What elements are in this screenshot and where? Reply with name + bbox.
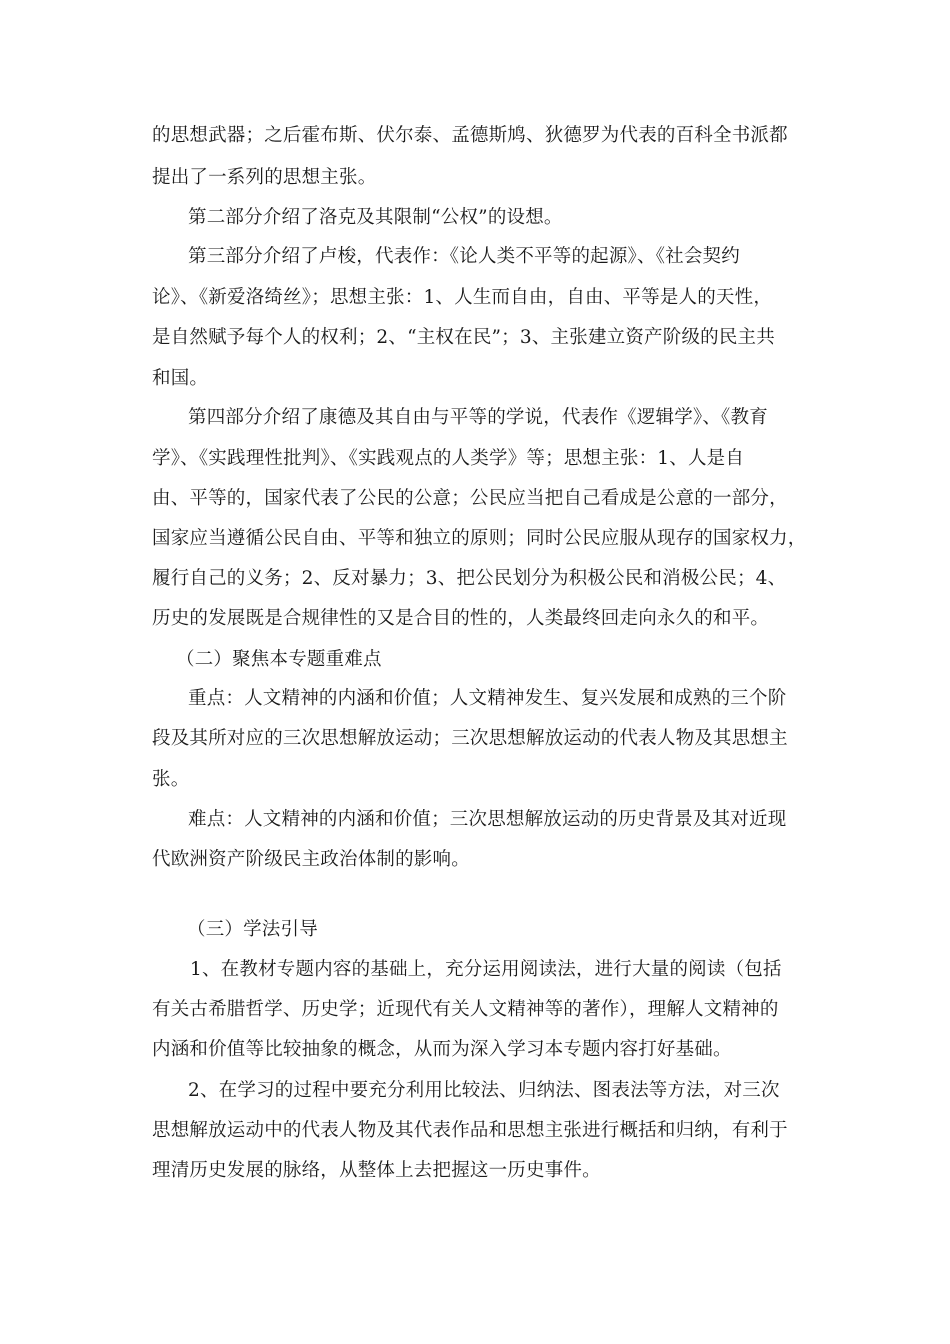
text-line: 内涵和价值等比较抽象的概念，从而为深入学习本专题内容打好基础。 (152, 1039, 732, 1060)
text-line: 第四部分介绍了康德及其自由与平等的学说，代表作《逻辑学》、《教育 (188, 407, 768, 428)
text-line: 重点：人文精神的内涵和价值；人文精神发生、复兴发展和成熟的三个阶 (188, 688, 787, 709)
text-line: 的思想武器；之后霍布斯、伏尔泰、孟德斯鸠、狄德罗为代表的百科全书派都 (152, 125, 788, 146)
text-line: 段及其所对应的三次思想解放运动；三次思想解放运动的代表人物及其思想主 (152, 728, 788, 749)
text-line: 思想解放运动中的代表人物及其代表作品和思想主张进行概括和归纳，有利于 (152, 1120, 788, 1141)
text-line: 履行自己的义务；2、反对暴力；3、把公民划分为积极公民和消极公民；4、 (152, 568, 787, 589)
text-line: 第二部分介绍了洛克及其限制“公权”的设想。 (188, 207, 563, 228)
text-line: 有关古希腊哲学、历史学；近现代有关人文精神等的著作），理解人文精神的 (152, 999, 779, 1020)
text-line: 学》、《实践理性批判》、《实践观点的人类学》等；思想主张：1、人是自 (152, 448, 745, 469)
text-line: 是自然赋予每个人的权利；2、“主权在民”；3、主张建立资产阶级的民主共 (152, 327, 775, 348)
section-heading: （二）聚焦本专题重难点 (176, 649, 382, 670)
text-line: 难点：人文精神的内涵和价值；三次思想解放运动的历史背景及其对近现 (188, 809, 787, 830)
text-line: 论》、《新爱洛绮丝》；思想主张：1、人生而自由，自由、平等是人的天性， (152, 287, 773, 308)
text-line: 提出了一系列的思想主张。 (152, 167, 377, 188)
text-line: 和国。 (152, 368, 209, 389)
text-line: 张。 (152, 769, 190, 790)
text-line: 第三部分介绍了卢梭，代表作：《论人类不平等的起源》、《社会契约 (188, 246, 740, 267)
text-line: 国家应当遵循公民自由、平等和独立的原则；同时公民应服从现存的国家权力， (152, 528, 807, 549)
text-line: 2、在学习的过程中要充分利用比较法、归纳法、图表法等方法，对三次 (188, 1080, 780, 1101)
text-line: 1、在教材专题内容的基础上，充分运用阅读法，进行大量的阅读（包括 (190, 959, 782, 980)
text-line: 历史的发展既是合规律性的又是合目的性的，人类最终回走向永久的和平。 (152, 608, 770, 629)
text-line: 由、平等的，国家代表了公民的公意；公民应当把自己看成是公意的一部分， (152, 488, 788, 509)
section-heading: （三）学法引导 (187, 919, 318, 940)
text-line: 理清历史发展的脉络，从整体上去把握这一历史事件。 (152, 1160, 601, 1181)
text-line: 代欧洲资产阶级民主政治体制的影响。 (152, 849, 470, 870)
